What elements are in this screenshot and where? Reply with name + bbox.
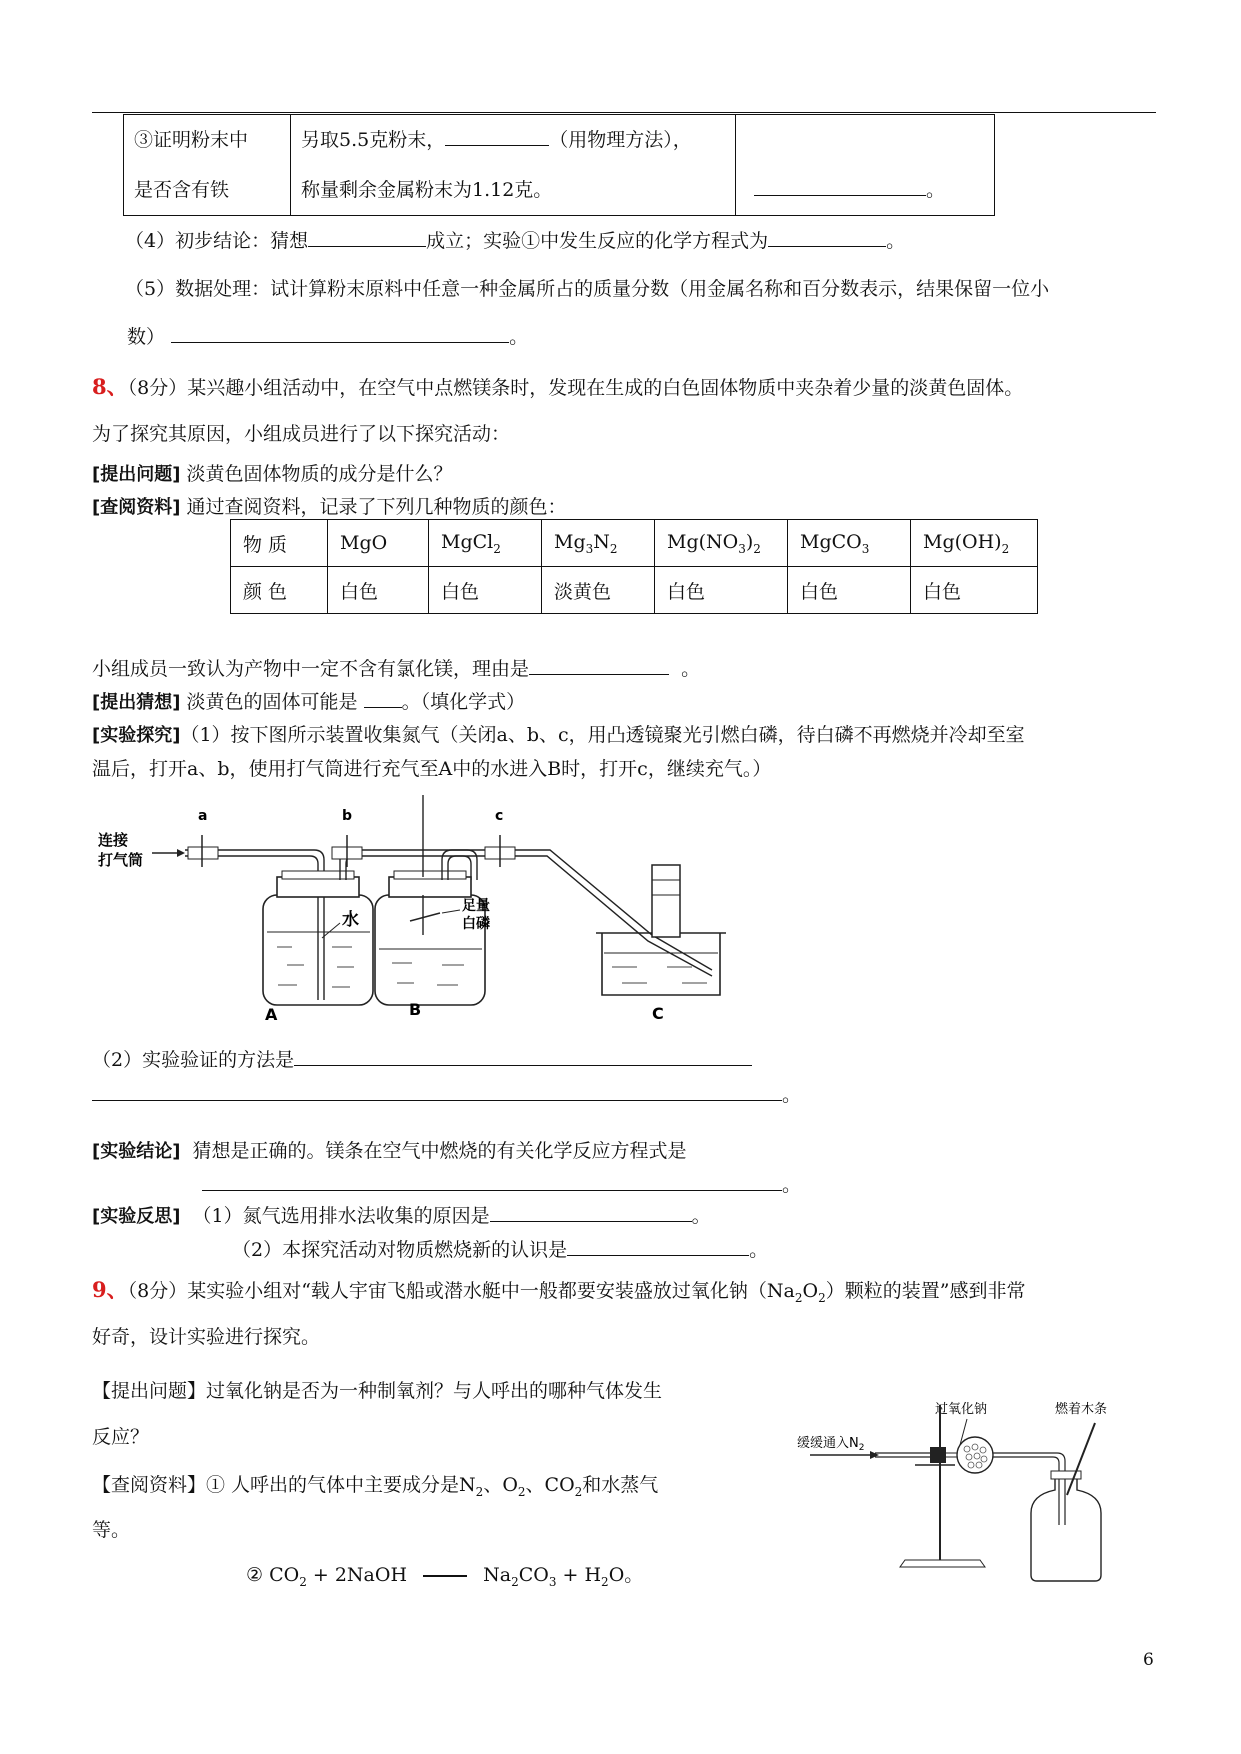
phosphorus-label: 足量 — [462, 898, 490, 914]
q8-exp1: [实验探究]（1）按下图所示装置收集氮气（关闭a、b、c，用凸透镜聚光引燃白磷，待白磷不再燃烧并冷却至室 — [92, 724, 1025, 746]
q8-problem: [提出问题] 淡黄色固体物质的成分是什么？ — [92, 463, 453, 485]
table-row: 颜 色 白色 白色 淡黄色 白色 白色 白色 — [231, 567, 1038, 614]
n2-label: 缓缓通入$N_2$ — [797, 1436, 865, 1453]
q8-conclusion-line2: 。 — [202, 1170, 801, 1197]
phosphorus-label: 白磷 — [462, 916, 490, 932]
answer-blank[interactable] — [202, 1171, 782, 1191]
answer-blank[interactable] — [364, 688, 402, 708]
answer-blank[interactable] — [294, 1046, 752, 1066]
valve-a-label: a — [198, 808, 208, 824]
q9-problem: 【提出问题】过氧化钠是否为一种制氧剂？与人呼出的哪种气体发生 — [92, 1380, 663, 1402]
step-cell: ③证明粉末中 是否含有铁 — [124, 115, 291, 216]
bottle-b-label: B — [409, 1000, 422, 1019]
page-number: 6 — [1143, 1650, 1154, 1670]
trough-c-label: C — [652, 1004, 664, 1020]
q9-intro: 9、（8分）某实验小组对“载人宇宙飞船或潜水艇中一般都要安装盛放过氧化钠$(Na_2O_2)$颗粒的装置”感到非常 — [92, 1277, 1026, 1305]
answer-blank[interactable] — [308, 227, 426, 247]
q4-line: （4）初步结论：猜想 成立；实验①中发生反应的化学方程式为 。 — [125, 226, 905, 253]
answer-blank[interactable] — [171, 323, 509, 343]
experiment-table — [123, 114, 995, 216]
equation-arrow — [423, 1575, 467, 1577]
q8-reason: 小组成员一致认为产物中一定不含有氯化镁，理由是 。 — [92, 654, 700, 681]
q8-conclusion: [实验结论] 猜想是正确的。镁条在空气中燃烧的有关化学反应方程式是 — [92, 1140, 687, 1162]
na2o2-label: 过氧化钠 — [935, 1402, 988, 1417]
header-rule — [92, 112, 1156, 113]
na2o2-apparatus-figure — [795, 1395, 1175, 1585]
q5-line1: （5）数据处理：试计算粉末原料中任意一种金属所占的质量分数（用金属名称和百分数表示，结果保留一位小 — [125, 278, 1050, 300]
answer-blank[interactable] — [768, 227, 886, 247]
result-cell: 。 — [736, 115, 995, 216]
q9-problem2: 反应？ — [92, 1426, 150, 1448]
valve-c-label: c — [495, 808, 504, 824]
q8-reflection1: [实验反思] （1）氮气选用排水法收集的原因是 。 — [92, 1201, 711, 1228]
q8-reflection2: （2）本探究活动对物质燃烧新的认识是 。 — [232, 1235, 768, 1262]
bottle-a-label: A — [265, 1005, 278, 1020]
answer-blank[interactable] — [445, 126, 549, 146]
q9-intro2: 好奇，设计实验进行探究。 — [92, 1326, 321, 1348]
valve-b-label: b — [342, 808, 353, 824]
q8-exp2: 温后，打开a、b，使用打气筒进行充气至A中的水进入B时，打开c，继续充气。） — [92, 758, 772, 780]
answer-blank[interactable] — [490, 1202, 692, 1222]
water-label: 水 — [342, 910, 359, 930]
burning-stick-label: 燃着木条 — [1055, 1402, 1108, 1417]
answer-blank[interactable] — [529, 655, 669, 675]
answer-blank[interactable] — [754, 176, 926, 196]
pump-label: 连接 — [98, 831, 129, 849]
method-cell: 另取5.5克粉末， （用物理方法）， 称量剩余金属粉末为1.12克。 — [291, 115, 736, 216]
apparatus-figure — [92, 795, 812, 1020]
color-table — [230, 519, 1038, 614]
answer-blank[interactable] — [567, 1236, 749, 1256]
q9-equation: ② $CO_2$ + 2NaOH $Na_2CO_3 + H_2O$。 — [246, 1564, 644, 1589]
q9-reference: 【查阅资料】① 人呼出的气体中主要成分是$N_2$、$O_2$、$CO_2$和水蒸气 — [92, 1474, 659, 1499]
answer-blank[interactable] — [92, 1081, 782, 1101]
q8-verify: （2）实验验证的方法是 — [92, 1045, 752, 1072]
q8-verify-line2: 。 — [92, 1080, 801, 1107]
q8-guess: [提出猜想] 淡黄色的固体可能是 。（填化学式） — [92, 687, 525, 714]
pump-label: 打气筒 — [98, 851, 144, 869]
q9-reference2: 等。 — [92, 1519, 131, 1541]
q8-intro2: 为了探究其原因，小组成员进行了以下探究活动： — [92, 423, 511, 445]
q5-line2: 数） 。 — [127, 322, 528, 349]
q8-reference: [查阅资料] 通过查阅资料，记录了下列几种物质的颜色： — [92, 496, 567, 518]
table-row: 物 质 MgO MgCl$_2$ $Mg_3N_2$ $Mg(NO_3)_2$ MgCO$_3$ $Mg(OH)_2$ — [231, 520, 1038, 567]
q8-intro: 8、（8分）某兴趣小组活动中，在空气中点燃镁条时，发现在生成的白色固体物质中夹杂着少量的淡黄色固体。 — [92, 374, 1024, 399]
